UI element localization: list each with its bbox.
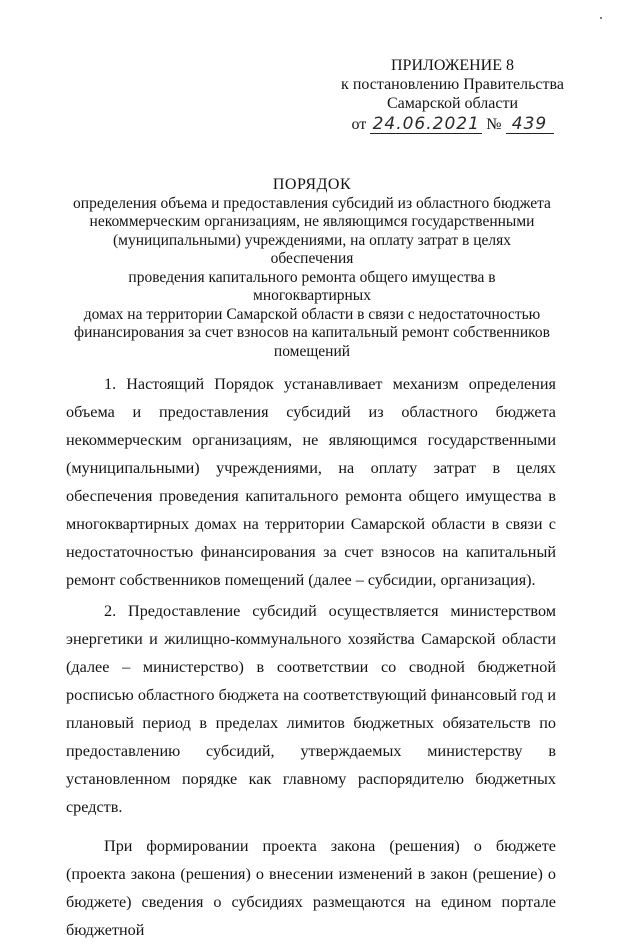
appendix-resolution-line: к постановлению Правительства bbox=[341, 76, 564, 93]
appendix-region-line: Самарской области bbox=[387, 95, 518, 112]
number-label: № bbox=[486, 116, 502, 133]
subtitle-line: помещений bbox=[273, 342, 351, 360]
document-subtitle bbox=[72, 195, 552, 362]
document-title: ПОРЯДОК bbox=[272, 176, 352, 193]
appendix-date-number-line bbox=[330, 115, 575, 134]
document-heading bbox=[72, 176, 552, 361]
handwritten-date: 24.06.2021 bbox=[370, 116, 482, 134]
appendix-header bbox=[330, 56, 575, 134]
subtitle-line: некоммерческим организациям, не являющимся государственными bbox=[89, 213, 535, 230]
appendix-title: ПРИЛОЖЕНИЕ 8 bbox=[390, 57, 514, 74]
subtitle-line: (муниципальными) учреждениями, на оплату затрат в целях обеспечения bbox=[112, 231, 511, 267]
handwritten-number: 439 bbox=[506, 116, 554, 134]
paragraph-3: При формировании проекта закона (решения) о бюджете (проекта закона (решения) о внесении изменений в закон (решение) о бюджете) сведения о субсидиях размещаются на едином портале бюджетной bbox=[66, 837, 556, 939]
paragraph-2: 2. Предоставление субсидий осуществляется министерством энергетики и жилищно-коммунального хозяйства Самарской области (далее – министерство) в соответствии со сводной бюджетной росписью областного бюджета на соответствующий финансовый год и плановый период в пределах лимитов бюджетных обязательств по предоставлению субсидий, утверждаемых министерству в установленном порядке как главному распорядителю бюджетных средств. bbox=[66, 602, 556, 816]
document-body bbox=[66, 370, 556, 944]
from-label: от bbox=[351, 116, 367, 133]
subtitle-line: финансирования за счет взносов на капитальный ремонт собственников bbox=[74, 324, 550, 341]
subtitle-line: проведения капитального ремонта общего имущества в многоквартирных bbox=[128, 268, 496, 304]
subtitle-line: определения объема и предоставления субсидий из областного бюджета bbox=[73, 194, 551, 212]
scan-mark bbox=[600, 17, 602, 19]
paragraph-1: 1. Настоящий Порядок устанавливает механизм определения объема и предоставления субсидий из областного бюджета некоммерческим организациям, не являющимся государственными (муниципальными) учреждениями, на оплату затрат в целях обеспечения проведения капитального ремонта общего имущества в многоквартирных домах на территории Самарской области в связи с недостаточностью финансирования за счет взносов на капитальный ремонт собственников помещений (далее – субсидии, организация). bbox=[66, 375, 556, 589]
subtitle-line: домах на территории Самарской области в связи с недостаточностью bbox=[83, 305, 541, 323]
